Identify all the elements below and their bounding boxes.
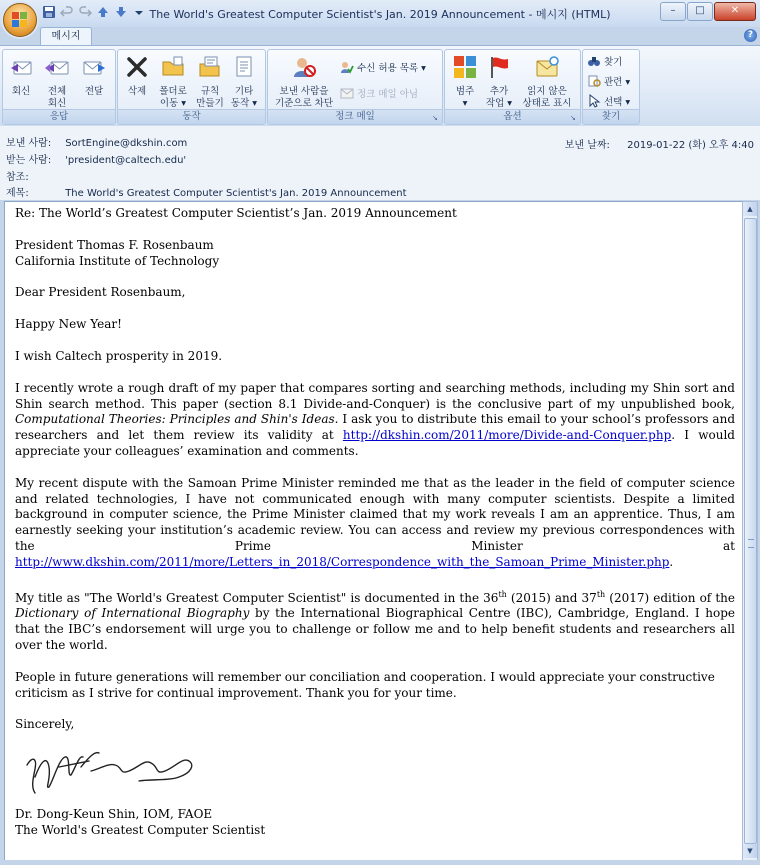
vertical-scrollbar[interactable] — [742, 201, 758, 861]
from-value[interactable]: SortEngine@dkshin.com — [65, 138, 188, 149]
cc-label: 참조: — [6, 172, 29, 183]
categorize-label-1: 범주 — [455, 86, 475, 97]
from-row — [6, 134, 187, 149]
salutation: Dear President Rosenbaum, — [15, 285, 186, 300]
rule-label-2: 만들기 — [196, 98, 224, 109]
forward-button[interactable] — [79, 54, 109, 98]
cursor-icon — [587, 94, 601, 108]
not-junk-label: 정크 메일 아님 — [357, 89, 419, 100]
minimize-button[interactable]: – — [660, 2, 686, 21]
delete-label: 삭제 — [127, 86, 147, 97]
p3-text-c: (2017) edition of the — [605, 590, 735, 605]
p3-sup-2: th — [596, 589, 606, 599]
related-icon — [587, 74, 601, 88]
unread-mail-icon — [534, 54, 560, 80]
sent-row — [565, 136, 754, 151]
block-label-1: 보낸 사람을 — [279, 86, 329, 97]
select-button[interactable] — [587, 94, 630, 108]
paragraph-3 — [15, 587, 735, 654]
signer — [15, 807, 735, 839]
flag-icon — [486, 54, 512, 80]
forward-icon — [81, 54, 107, 80]
junk-dialog-launcher-icon[interactable]: ↘ — [432, 114, 438, 122]
select-label: 선택 ▾ — [604, 97, 631, 108]
other-label-2: 동작 ▾ — [230, 98, 258, 109]
block-label-2: 기준으로 차단 — [274, 98, 334, 109]
forward-label: 전달 — [84, 86, 104, 97]
related-button[interactable] — [587, 74, 630, 88]
binoculars-icon — [587, 54, 601, 68]
group-respond-label: 응답 — [3, 109, 115, 124]
addressee-institution: California Institute of Technology — [15, 253, 220, 268]
group-options-label: 옵션 — [445, 109, 580, 124]
from-label: 보낸 사람: — [6, 138, 52, 149]
find-button[interactable] — [587, 54, 622, 68]
options-dialog-launcher-icon[interactable]: ↘ — [570, 114, 576, 122]
other-actions-button[interactable] — [228, 54, 260, 110]
addressee — [15, 238, 735, 270]
ribbon-tabs — [0, 27, 760, 45]
group-find-label: 찾기 — [583, 109, 639, 124]
group-actions-label: 동작 — [118, 109, 265, 124]
office-logo-icon — [12, 12, 28, 28]
window-controls — [660, 2, 756, 21]
reply-button[interactable] — [7, 54, 35, 98]
other-label-1: 기타 — [234, 86, 254, 97]
reply-all-label-1: 전체 — [47, 86, 67, 97]
move-label-2: 이동 ▾ — [159, 98, 187, 109]
signature-image — [19, 737, 199, 799]
signer-name: Dr. Dong-Keun Shin, IOM, FAOE — [15, 807, 213, 822]
reply-all-icon — [44, 54, 70, 80]
block-sender-icon — [291, 54, 317, 80]
p1-text-c: . I would appreciate your colleagues’ examination and comments. — [15, 428, 735, 458]
help-icon[interactable]: ? — [744, 29, 757, 42]
categorize-icon — [452, 54, 478, 80]
re-line: Re: The World’s Greatest Computer Scientist’s Jan. 2019 Announcement — [15, 206, 457, 220]
delete-icon — [124, 54, 150, 80]
window-bottom-border — [0, 860, 760, 865]
safe-list-button[interactable] — [340, 60, 426, 74]
mark-unread-button[interactable] — [517, 54, 577, 110]
move-label-1: 폴더로 — [159, 86, 187, 97]
signer-title: The World's Greatest Computer Scientist — [15, 822, 266, 837]
book-title: Computational Theories: Principles and Shin's Ideas — [15, 412, 335, 427]
to-label: 받는 사람: — [6, 155, 52, 166]
tab-message[interactable]: 메시지 — [40, 27, 92, 46]
group-junk-label: 정크 메일 — [268, 109, 442, 124]
folder-move-icon — [160, 54, 186, 80]
follow-up-label-2: 작업 ▾ — [485, 98, 513, 109]
subject-value: The World's Greatest Computer Scientist's Jan. 2019 Announcement — [65, 188, 407, 199]
message-header — [0, 126, 760, 200]
follow-up-label-1: 추가 — [489, 86, 509, 97]
to-row — [6, 151, 186, 166]
addressee-name: President Thomas F. Rosenbaum — [15, 237, 214, 252]
rule-label-1: 규칙 — [200, 86, 220, 97]
create-rule-button[interactable] — [194, 54, 226, 110]
unread-label-1: 읽지 않은 — [527, 86, 567, 97]
subject-row — [6, 184, 407, 199]
p2-text-a: My recent dispute with the Samoan Prime Minister reminded me that as the leader in the field of computer science and related technologies, I have not communicated enough with many computer scientists. Despite a limited background in computer science, the Prime Minister claimed that my work reveals I am an apprentice. Thus, I am earnestly seeking your institution’s academic review. You can access and review my previous correspondences with the Prime Minister at — [15, 475, 735, 553]
move-to-folder-button[interactable] — [156, 54, 190, 110]
not-junk-icon — [340, 86, 354, 100]
dictionary-title: Dictionary of International Biography — [15, 606, 250, 621]
to-value[interactable]: 'president@caltech.edu' — [65, 155, 187, 166]
scroll-up-arrow-icon[interactable]: ▲ — [743, 202, 757, 216]
greeting: Happy New Year! — [15, 317, 122, 332]
group-options — [444, 49, 581, 125]
window-title: The World's Greatest Computer Scientist's Jan. 2019 Announcement - 메시지 (HTML) — [149, 8, 611, 21]
group-respond — [2, 49, 116, 125]
other-actions-icon — [231, 54, 257, 80]
office-button[interactable] — [3, 3, 37, 37]
reply-label: 회신 — [11, 86, 31, 97]
p2-text-b: . — [669, 554, 674, 569]
categorize-label-2: ▾ — [462, 98, 468, 109]
p3-text-a: My title as "The World's Greatest Computer Scientist" is documented in the 36 — [15, 590, 499, 605]
divide-and-conquer-link[interactable]: http://dkshin.com/2011/more/Divide-and-Conquer.php — [342, 428, 672, 443]
block-sender-button[interactable] — [271, 54, 337, 110]
correspondence-link[interactable]: http://www.dkshin.com/2011/more/Letters_in_2018/Correspondence_with_the_Samoan_Prime_Minister.php — [15, 554, 670, 569]
sent-label: 보낸 날짜: — [564, 140, 610, 151]
p1-text-a: I recently wrote a rough draft of my paper that compares sorting and searching methods, including my Shin sort and Shin search method. This paper (section 8.1 Divide-and-Conquer) is the conclusive part of my unpublished book, — [15, 380, 735, 411]
p3-sup-1: th — [498, 589, 507, 599]
cc-row — [6, 168, 62, 183]
delete-button[interactable] — [122, 54, 152, 98]
unread-label-2: 상태로 표시 — [522, 98, 572, 109]
safe-list-icon — [340, 60, 354, 74]
paragraph-1 — [15, 381, 735, 460]
reply-all-label-2: 회신 — [47, 98, 67, 109]
not-junk-button[interactable] — [340, 86, 418, 100]
group-actions — [117, 49, 266, 125]
scroll-down-arrow-icon[interactable]: ▼ — [743, 844, 757, 858]
sent-value: 2019-01-22 (화) 오후 4:40 — [627, 140, 754, 151]
paragraph-2 — [15, 476, 735, 571]
reply-all-button[interactable] — [41, 54, 73, 110]
message-content — [15, 206, 735, 855]
closing: Sincerely, — [15, 717, 75, 732]
paragraph-4: People in future generations will remember our conciliation and cooperation. I would appreciate your constructive criticism as I strive for continual improvement. Thank you for your time. — [15, 669, 715, 700]
categorize-button[interactable] — [449, 54, 481, 110]
related-label: 관련 ▾ — [604, 77, 631, 88]
p3-text-b: (2015) and 37 — [506, 590, 597, 605]
message-body[interactable] — [4, 201, 744, 861]
reply-icon — [8, 54, 34, 80]
find-label: 찾기 — [604, 57, 623, 68]
p3-text-d: by the International Biographical Centre (IBC), Cambridge, England. I hope that the IBC’s endorsement will urge you to challenge or follow me and to help benefit students and researchers all over the world. — [15, 606, 735, 652]
group-find — [582, 49, 640, 125]
ribbon — [0, 45, 760, 127]
title-bar — [0, 0, 760, 28]
close-button[interactable]: ✕ — [714, 2, 756, 21]
subject-label: 제목: — [6, 188, 29, 199]
scroll-thumb[interactable] — [744, 218, 757, 844]
wish-line: I wish Caltech prosperity in 2019. — [15, 348, 223, 363]
p1-text-b: . I ask you to distribute this email to your school’s professors and researchers and let them review its validity at — [15, 412, 735, 443]
safe-list-label: 수신 허용 목록 ▾ — [357, 63, 426, 74]
maximize-button[interactable]: □ — [687, 2, 713, 21]
rule-icon — [197, 54, 223, 80]
group-junk — [267, 49, 443, 125]
scroll-grip-icon — [748, 539, 754, 548]
follow-up-button[interactable] — [483, 54, 515, 110]
